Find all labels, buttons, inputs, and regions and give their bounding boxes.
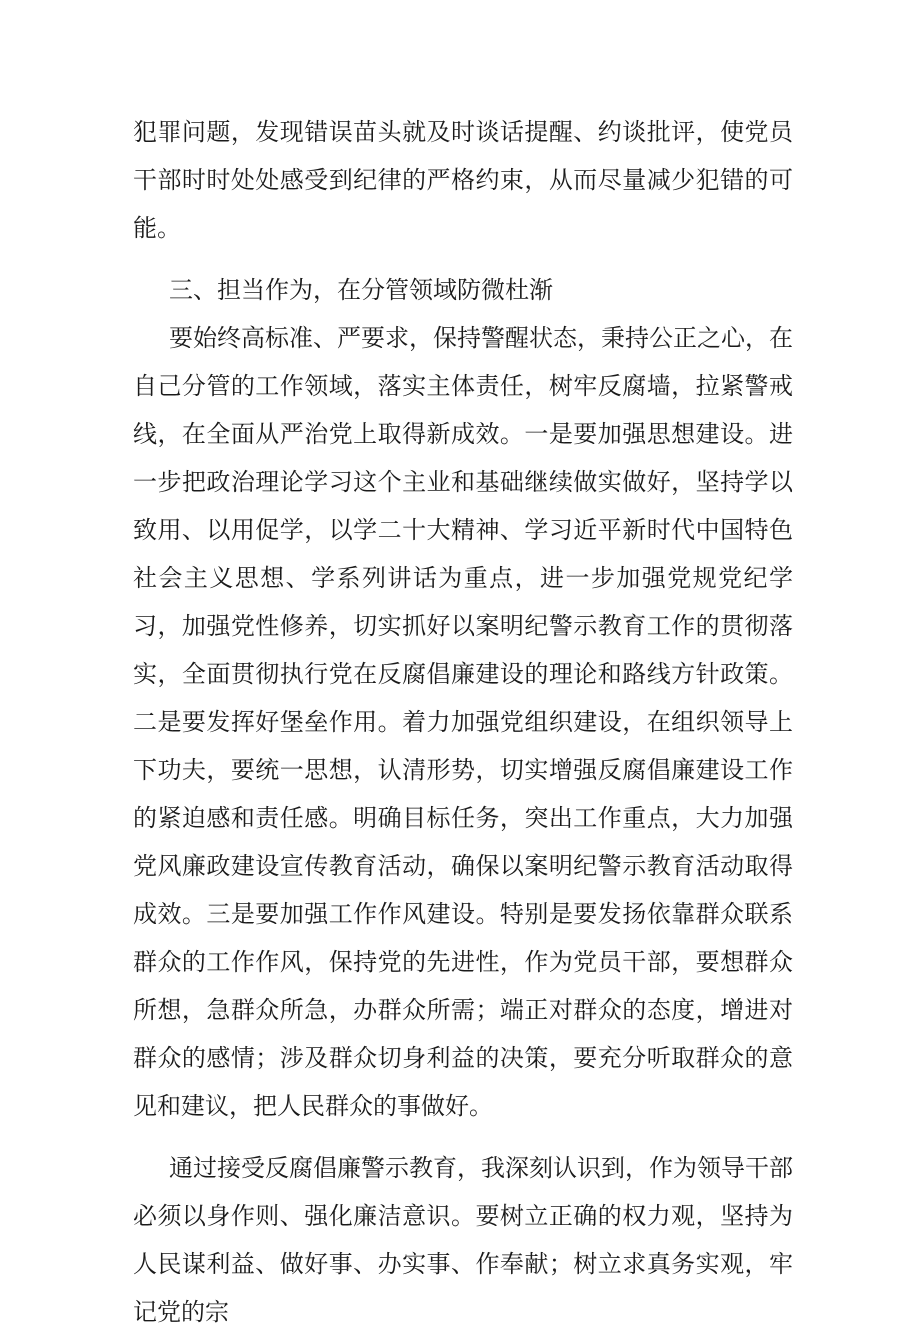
document-body (133, 108, 793, 1336)
paragraph-reflection: 通过接受反腐倡廉警示教育，我深刻认识到，作为领导干部必须以身作则、强化廉洁意识。要树立正确的权力观，坚持为人民谋利益、做好事、办实事、作奉献；树立求真务实观，牢记党的宗 (133, 1154, 793, 1326)
section-heading-three: 三、担当作为，在分管领域防微杜渐 (169, 276, 553, 304)
paragraph-continuation: 犯罪问题，发现错误苗头就及时谈话提醒、约谈批评，使党员干部时时处处感受到纪律的严格约束，从而尽量减少犯错的可能。 (133, 118, 793, 242)
paragraph-responsibility: 要始终高标准、严要求，保持警醒状态，秉持公正之心，在自己分管的工作领域，落实主体责任，树牢反腐墙，拉紧警戒线，在全面从严治党上取得新成效。一是要加强思想建设。进一步把政治理论学习这个主业和基础继续做实做好，坚持学以致用、以用促学，以学二十大精神、学习近平新时代中国特色社会主义思想、学系列讲话为重点，进一步加强党规党纪学习，加强党性修养，切实抓好以案明纪警示教育工作的贯彻落实，全面贯彻执行党在反腐倡廉建设的理论和路线方针政策。二是要发挥好堡垒作用。着力加强党组织建设，在组织领导上下功夫，要统一思想，认清形势，切实增强反腐倡廉建设工作的紧迫感和责任感。明确目标任务，突出工作重点，大力加强党风廉政建设宣传教育活动，确保以案明纪警示教育活动取得成效。三是要加强工作作风建设。特别是要发扬依靠群众联系群众的工作作风，保持党的先进性，作为党员干部，要想群众所想，急群众所急，办群众所需；端正对群众的态度，增进对群众的感情；涉及群众切身利益的决策，要充分听取群众的意见和建议，把人民群众的事做好。 (133, 324, 793, 1120)
